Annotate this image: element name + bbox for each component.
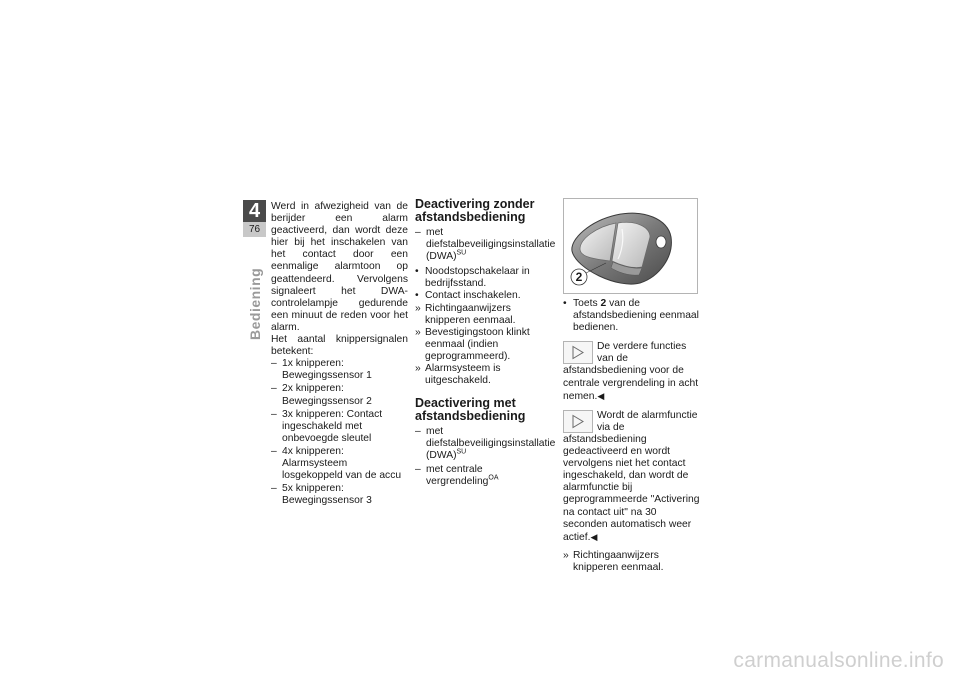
list-item: » Alarmsysteem is uitgeschakeld. bbox=[415, 363, 552, 387]
steps-list bbox=[415, 266, 552, 387]
list-item: • Contact inschakelen. bbox=[415, 290, 552, 302]
remote-steps-list bbox=[563, 298, 700, 334]
watermark: carmanualsonline.info bbox=[733, 649, 944, 672]
requirements-list bbox=[415, 426, 556, 487]
heading-deactivation-without-remote: Deactivering zonder afstandsbediening bbox=[415, 197, 535, 224]
remote-key-figure bbox=[563, 198, 698, 294]
list-item: – 1x knipperen: Bewegingssensor 1 bbox=[271, 358, 408, 382]
list-item: – 4x knipperen: Alarmsysteem losgekoppeld van de accu bbox=[271, 446, 408, 482]
remote-key-illustration bbox=[564, 199, 697, 293]
list-item: » Bevestigingstoon klinkt eenmaal (indien geprogrammeerd). bbox=[415, 327, 552, 363]
heading-deactivation-with-remote: Deactivering met afstandsbediening bbox=[415, 396, 526, 424]
list-item: – 3x knipperen: Contact ingeschakeld met onbevoegde sleutel bbox=[271, 409, 408, 445]
list-item: • Noodstopschakelaar in bedrijfsstand. bbox=[415, 266, 552, 290]
list-item: • Toets 2 van de afstandsbediening eenmaal bedienen. bbox=[563, 298, 700, 334]
column-left bbox=[271, 201, 408, 508]
note-triangle-icon bbox=[563, 341, 593, 364]
list-item: – 5x knipperen: Bewegingssensor 3 bbox=[271, 483, 408, 507]
blink-list bbox=[271, 358, 408, 507]
list-item: » Richtingaanwijzers knipperen eenmaal. bbox=[415, 303, 552, 327]
blink-count-intro: Het aantal knippersignalen betekent: bbox=[271, 334, 408, 358]
result-list bbox=[563, 550, 700, 574]
list-item: – met centrale vergrendeling$^{OA}$ bbox=[415, 464, 552, 488]
note-central-locking: De verdere functies van de afstandsbediening voor de centrale vergrendeling in acht nemen.◀ bbox=[563, 341, 699, 402]
list-item: – met diefstalbeveiligingsinstallatie (DWA)$^{SU}$ bbox=[415, 426, 552, 462]
section-label: Bediening bbox=[247, 267, 263, 340]
note-triangle-icon bbox=[563, 410, 593, 433]
list-item: » Richtingaanwijzers knipperen eenmaal. bbox=[563, 550, 700, 574]
column-right bbox=[563, 298, 700, 574]
end-mark-icon: ◀ bbox=[590, 531, 598, 542]
list-item: – 2x knipperen: Bewegingssensor 2 bbox=[271, 383, 408, 407]
column-middle bbox=[415, 197, 556, 489]
page-number: 76 bbox=[243, 222, 266, 237]
note-alarm-reactivation: Wordt de alarmfunctie via de afstandsbediening gedeactiveerd en wordt vervolgens niet het contact ingeschakeld, dan wordt de alarmfunctie bij geprogrammeerde "Activering na contact uit" na 30 seconden automatisch weer actief.◀ bbox=[563, 409, 700, 543]
end-mark-icon: ◀ bbox=[597, 390, 605, 401]
callout-2-label: 2 bbox=[575, 270, 583, 284]
list-item: – met diefstalbeveiligingsinstallatie (DWA)$^{SU}$ bbox=[415, 227, 552, 263]
chapter-tab: 4 bbox=[243, 200, 266, 222]
intro-paragraph: Werd in afwezigheid van de berijder een alarm geactiveerd, dan wordt deze hier bij het inschakelen van het contact door een eenmalige alarmtoon op geattendeerd. Vervolgens signaleert het DWA-controlelampje gedurende een minuut de reden voor het alarm. bbox=[271, 201, 408, 333]
requirements-list bbox=[415, 227, 556, 263]
